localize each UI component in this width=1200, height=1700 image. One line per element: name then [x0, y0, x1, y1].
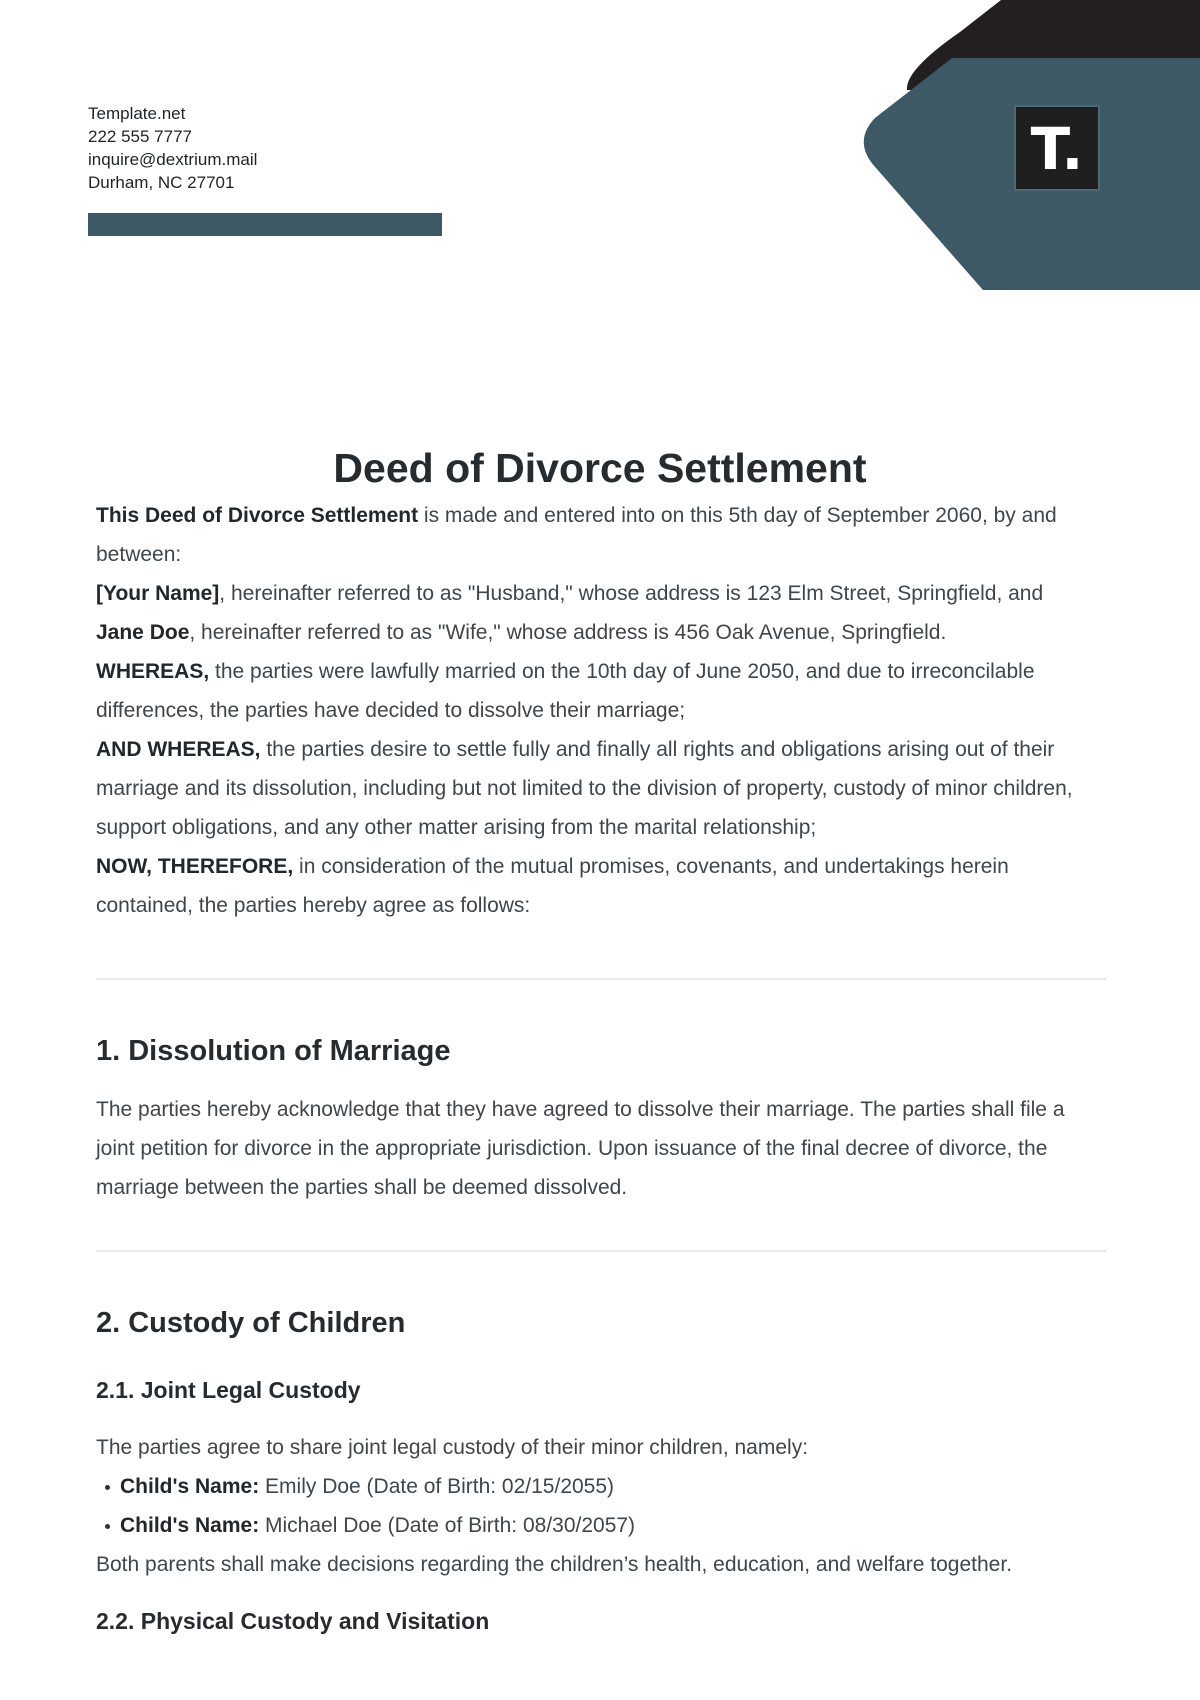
company-name: Template.net [88, 104, 186, 123]
intro-paragraph [96, 496, 1106, 574]
therefore-clause [96, 847, 1106, 925]
subsection-2-1-intro: The parties agree to share joint legal custody of their minor children, namely: [96, 1436, 809, 1459]
therefore-text: in consideration of the mutual promises, covenants, and undertakings herein contained, the parties hereby agree as follows: [96, 855, 1009, 917]
children-list [96, 1467, 1106, 1545]
document-body [96, 496, 1106, 1638]
document-title: Deed of Divorce Settlement [333, 445, 867, 491]
party-husband-text: , hereinafter referred to as "Husband," whose address is 123 Elm Street, Springfield, and [219, 582, 1044, 605]
company-logo: T. [1014, 105, 1100, 191]
section-divider [96, 1250, 1106, 1252]
section-1-heading: 1. Dissolution of Marriage [96, 1035, 451, 1067]
intro-lead-bold: This Deed of Divorce Settlement [96, 504, 419, 527]
intro-lead-text: is made and entered into on this 5th day of September 2060, by and between: [96, 504, 1057, 566]
subsection-2-2-heading: 2.2. Physical Custody and Visitation [96, 1608, 490, 1634]
section-2-heading: 2. Custody of Children [96, 1307, 406, 1339]
and-whereas-text: the parties desire to settle fully and finally all rights and obligations arising out of their marriage and its dissolution, including but not limited to the division of property, custody of minor children, support obligations, and any other matter arising from the marital relationship; [96, 738, 1073, 839]
list-item [96, 1506, 1106, 1545]
child-label: Child's Name: [120, 1475, 260, 1498]
whereas-text: the parties were lawfully married on the 10th day of June 2050, and due to irreconcilable differences, the parties have decided to dissolve their marriage; [96, 660, 1035, 722]
subsection-2-1-outro: Both parents shall make decisions regarding the children’s health, education, and welfare together. [96, 1553, 1013, 1576]
company-address: Durham, NC 27701 [88, 173, 235, 192]
party-wife [96, 613, 1106, 652]
child-value: Michael Doe (Date of Birth: 08/30/2057) [259, 1514, 636, 1537]
child-label: Child's Name: [120, 1514, 260, 1537]
list-item [96, 1467, 1106, 1506]
section-1-body: The parties hereby acknowledge that they have agreed to dissolve their marriage. The parties shall file a joint petition for divorce in the appropriate jurisdiction. Upon issuance of the final decree of divorce, the marriage between the parties shall be deemed dissolved. [96, 1098, 1065, 1199]
whereas-clause [96, 652, 1106, 730]
and-whereas-clause [96, 730, 1106, 847]
accent-bar [88, 213, 442, 236]
company-email: inquire@dextrium.mail [88, 150, 258, 169]
therefore-label: NOW, THEREFORE, [96, 855, 294, 878]
and-whereas-label: AND WHEREAS, [96, 738, 261, 761]
section-divider [96, 978, 1106, 980]
party-husband [96, 574, 1106, 613]
whereas-label: WHEREAS, [96, 660, 210, 683]
party-wife-name: Jane Doe [96, 621, 190, 644]
party-wife-text: , hereinafter referred to as "Wife," whose address is 456 Oak Avenue, Springfield. [189, 621, 947, 644]
party-husband-name: [Your Name] [96, 582, 220, 605]
company-phone: 222 555 7777 [88, 127, 192, 146]
subsection-2-1-heading: 2.1. Joint Legal Custody [96, 1377, 361, 1403]
company-info [88, 102, 257, 194]
child-value: Emily Doe (Date of Birth: 02/15/2055) [259, 1475, 615, 1498]
